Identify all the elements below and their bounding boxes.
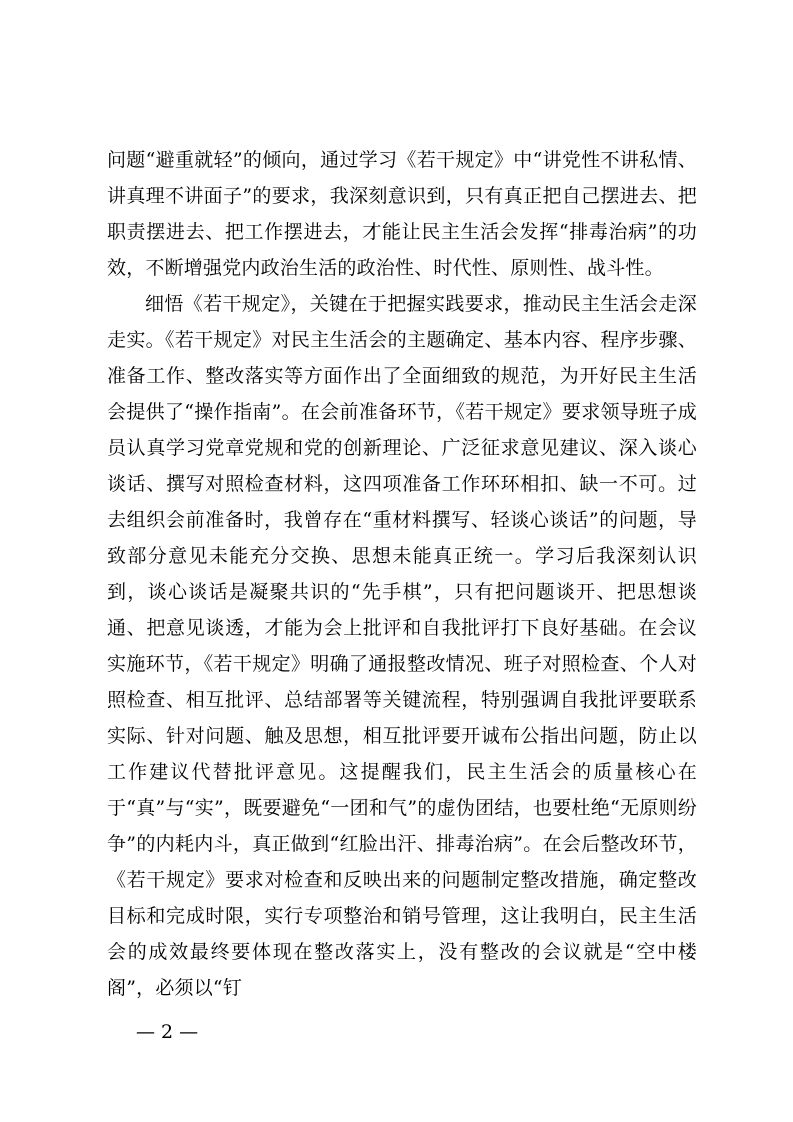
document-body bbox=[107, 142, 697, 1006]
paragraph-continued: 问题“避重就轻”的倾向，通过学习《若干规定》中“讲党性不讲私情、讲真理不讲面子”的要求，我深刻意识到，只有真正把自己摆进去、把职责摆进去、把工作摆进去，才能让民主生活会发挥“排毒治病”的功效，不断增强党内政治生活的政治性、时代性、原则性、战斗性。 bbox=[107, 149, 697, 279]
page-number: — 2 — bbox=[136, 1021, 199, 1043]
paragraph: 细悟《若干规定》，关键在于把握实践要求，推动民主生活会走深走实。《若干规定》对民主生活会的主题确定、基本内容、程序步骤、准备工作、整改落实等方面作出了全面细致的规范，为开好民主生活会提供了“操作指南”。在会前准备环节，《若干规定》要求领导班子成员认真学习党章党规和党的创新理论、广泛征求意见建议、深入谈心谈话、撰写对照检查材料，这四项准备工作环环相扣、缺一不可。过去组织会前准备时，我曾存在“重材料撰写、轻谈心谈话”的问题，导致部分意见未能充分交换、思想未能真正统一。学习后我深刻认识到，谈心谈话是凝聚共识的“先手棋”，只有把问题谈开、把思想谈通、把意见谈透，才能为会上批评和自我批评打下良好基础。在会议实施环节，《若干规定》明确了通报整改情况、班子对照检查、个人对照检查、相互批评、总结部署等关键流程，特别强调自我批评要联系实际、针对问题、触及思想，相互批评要开诚布公指出问题，防止以工作建议代替批评意见。这提醒我们，民主生活会的质量核心在于“真”与“实”，既要避免“一团和气”的虚伪团结，也要杜绝“无原则纷争”的内耗内斗，真正做到“红脸出汗、排毒治病”。在会后整改环节，《若干规定》要求对检查和反映出来的问题制定整改措施，确定整改目标和完成时限，实行专项整治和销号管理，这让我明白，民主生活会的成效最终要体现在整改落实上，没有整改的会议就是“空中楼阁”，必须以“钉 bbox=[107, 293, 697, 999]
